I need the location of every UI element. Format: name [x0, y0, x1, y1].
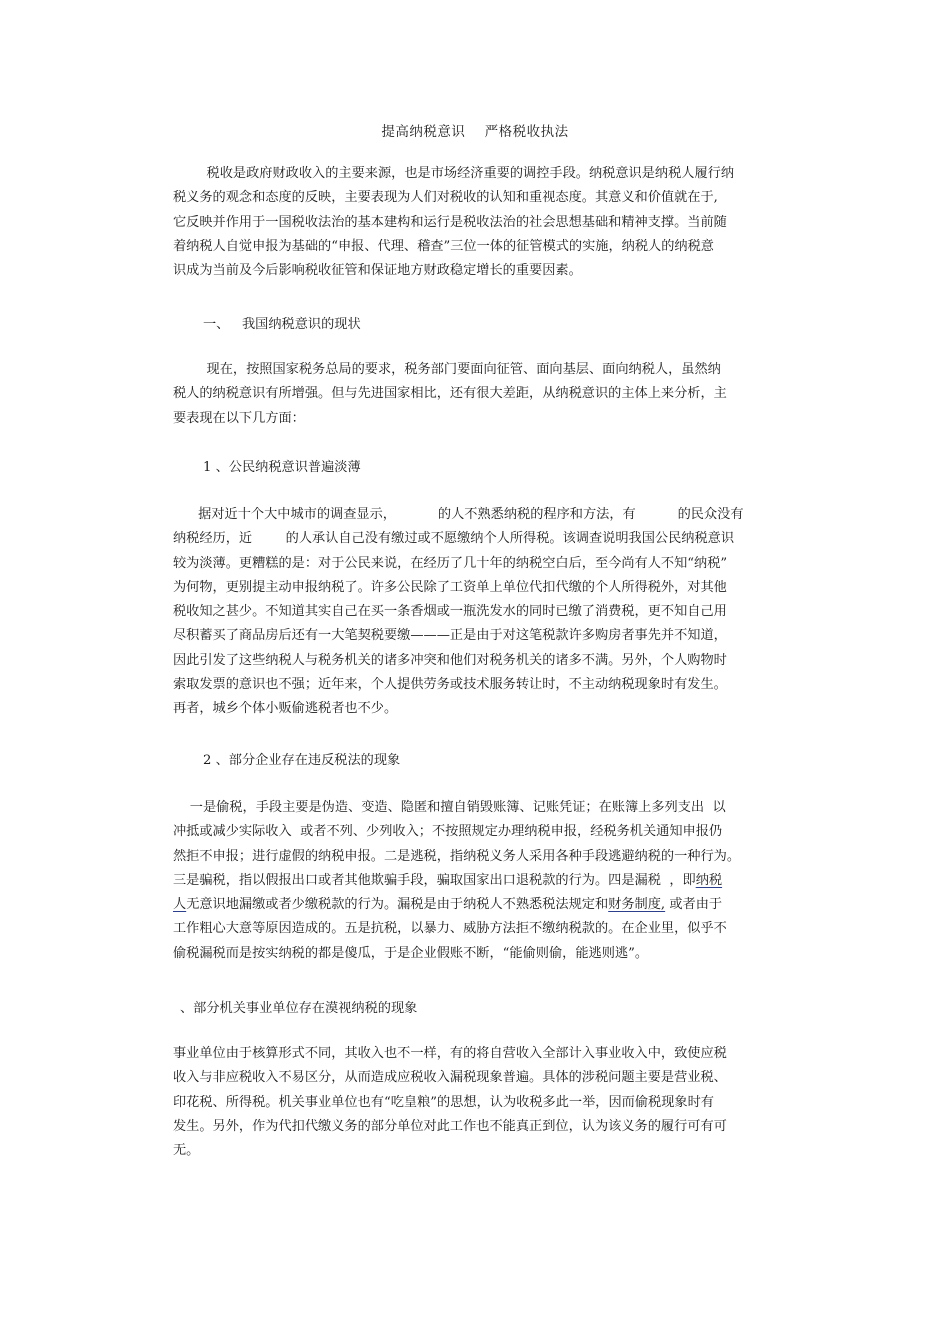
paragraph-line: 工作粗心大意等原因造成的。五是抗税，以暴力、威胁方法拒不缴纳税款的。在企业里，似乎不	[173, 921, 727, 937]
paragraph-line: 为何物，更别提主动申报纳税了。许多公民除了工资单上单位代扣代缴的个人所得税外，对其他	[173, 579, 727, 595]
subheading-3: 、部分机关事业单位存在漠视纳税的现象	[180, 1001, 418, 1016]
paragraph-line: 发生。另外，作为代扣代缴义务的部分单位对此工作也不能真正到位，认为该义务的履行可有可	[173, 1118, 727, 1134]
paragraph-line: 现在，按照国家税务总局的要求，税务部门要面向征管、面向基层、面向纳税人，虽然纳	[173, 362, 721, 377]
section1-paragraph	[173, 358, 785, 431]
line-text: 或者由于	[665, 897, 723, 913]
paragraph-line: 冲抵或减少实际收入 或者不列、少列收入；不按照规定办理纳税申报，经税务机关通知申报仍	[173, 824, 723, 840]
sub1-paragraph	[173, 503, 785, 722]
paragraph-line: 税人的纳税意识有所增强。但与先进国家相比，还有很大差距，从纳税意识的主体上来分析，主	[173, 386, 727, 402]
paragraph-line: 索取发票的意识也不强；近年来，个人提供劳务或技术服务转让时，不主动纳税现象时有发生。	[173, 677, 727, 693]
paragraph-line: 事业单位由于核算形式不同，其收入也不一样，有的将自营收入全部计入事业收入中，致使应税	[173, 1046, 727, 1061]
paragraph-line: 偷税漏税而是按实纳税的都是傻瓜，于是企业假账不断，“能偷则偷，能逃则逃”。	[173, 945, 649, 961]
paragraph-line: 收入与非应税收入不易区分，从而造成应税收入漏税现象普遍。具体的涉税问题主要是营业税、	[173, 1070, 727, 1086]
taxpayer-link-continued[interactable]: 人	[173, 897, 187, 913]
subheading-1: 1 、公民纳税意识普遍淡薄	[203, 460, 361, 475]
section-heading-1: 一、 我国纳税意识的现状	[203, 317, 361, 332]
paragraph-line: 印花税、所得税。机关事业单位也有“吃皇粮”的思想，认为收税多此一举，因而偷税现象时有	[173, 1094, 714, 1110]
taxpayer-link[interactable]: 纳税	[695, 872, 723, 888]
paragraph-line: 因此引发了这些纳税人与税务机关的诸多冲突和他们对税务机关的诸多不满。另外，个人购物时	[173, 652, 727, 668]
paragraph-line: 税收知之甚少。不知道其实自己在买一条香烟或一瓶洗发水的同时已缴了消费税，更不知自己用	[173, 604, 727, 620]
document-title: 提高纳税意识 严格税收执法	[381, 124, 569, 140]
sub2-paragraph	[173, 796, 785, 966]
paragraph-line: 税收是政府财政收入的主要来源，也是市场经济重要的调控手段。纳税意识是纳税人履行纳	[173, 166, 735, 181]
paragraph-line	[173, 869, 785, 893]
paragraph-line: 着纳税人自觉申报为基础的“申报、代理、稽查”三位一体的征管模式的实施，纳税人的纳税意	[173, 238, 714, 254]
paragraph-line: 识成为当前及今后影响税收征管和保证地方财政稳定增长的重要因素。	[173, 263, 582, 279]
intro-paragraph	[173, 162, 785, 283]
paragraph-line: 再者，城乡个体小贩偷逃税者也不少。	[173, 701, 398, 717]
paragraph-line: 据对近十个大中城市的调查显示， 的人不熟悉纳税的程序和方法，有 的民众没有	[173, 507, 744, 522]
line-text: 三是骗税，指以假报出口或者其他欺骗手段，骗取国家出口退税款的行为。四是漏税 ，即	[173, 872, 696, 888]
paragraph-line	[173, 893, 785, 917]
paragraph-line: 要表现在以下几方面：	[173, 410, 305, 426]
paragraph-line: 无。	[173, 1143, 200, 1159]
paragraph-line: 纳税经历，近 的人承认自己没有缴过或不愿缴纳个人所得税。该调查说明我国公民纳税意识	[173, 531, 735, 547]
paragraph-line: 尽积蓄买了商品房后还有一大笔契税要缴———正是由于对这笔税款许多购房者事先并不知道，	[173, 628, 727, 644]
paragraph-line: 它反映并作用于一国税收法治的基本建构和运行是税收法治的社会思想基础和精神支撑。当前随	[173, 214, 727, 230]
paragraph-line: 然拒不申报；进行虚假的纳税申报。二是逃税，指纳税义务人采用各种手段逃避纳税的一种行为。	[173, 848, 741, 864]
paragraph-line: 较为淡薄。更糟糕的是：对于公民来说，在经历了几十年的纳税空白后，至今尚有人不知“纳税”	[173, 555, 728, 571]
finance-system-link[interactable]: 财务制度,	[608, 897, 666, 913]
paragraph-line: 一是偷税，手段主要是伪造、变造、隐匿和擅自销毁账簿、记账凭证；在账簿上多列支出 以	[173, 800, 726, 815]
sub3-paragraph	[173, 1042, 785, 1163]
subheading-2: 2 、部分企业存在违反税法的现象	[203, 753, 401, 768]
line-text: 无意识地漏缴或者少缴税款的行为。漏税是由于纳税人不熟悉税法规定和	[186, 897, 609, 913]
paragraph-line: 税义务的观念和态度的反映，主要表现为人们对税收的认知和重视态度。其意义和价值就在于,	[173, 190, 718, 206]
